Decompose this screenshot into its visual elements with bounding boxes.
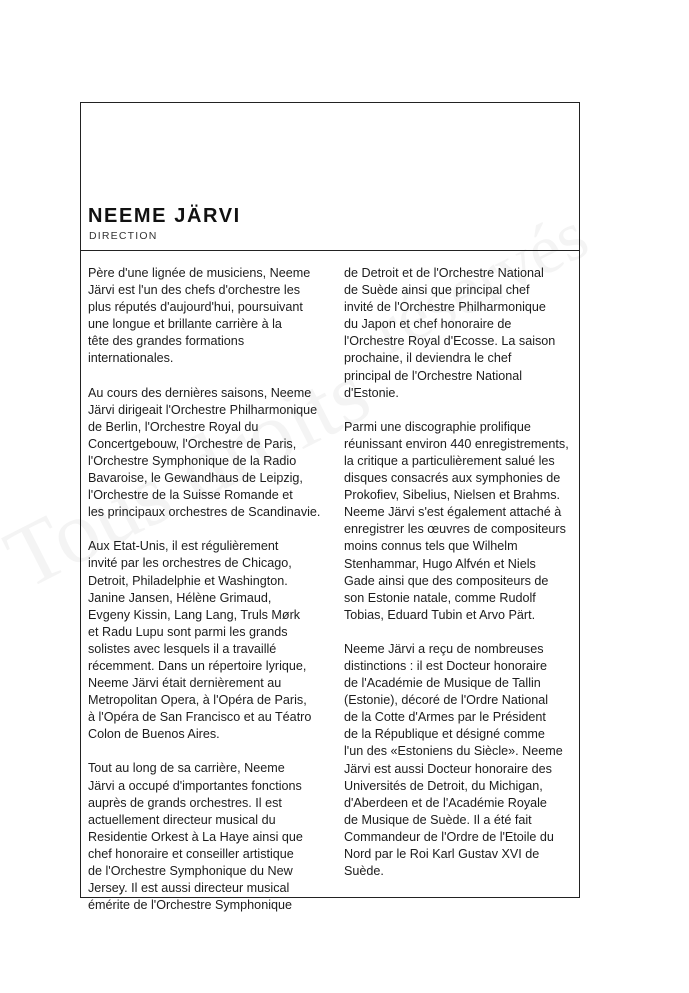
biography-frame	[80, 102, 580, 913]
paragraph: Parmi une discographie prolifique réunissant environ 440 enregistrements, la critique a particulièrement salué les disques consacrés aux symphonies de Prokofiev, Sibelius, Nielsen et Brahms. Neeme Järvi s'est également attaché à enregistrer les œuvres de compositeurs moins connus tels que Wilhelm Stenhammar, Hugo Alfvén et Niels Gade ainsi que des compositeurs de son Estonie natale, comme Rudolf Tobias, Eduard Tubin et Arvo Pärt.	[344, 419, 569, 622]
right-column	[344, 265, 580, 897]
left-column	[88, 265, 324, 931]
paragraph: Père d'une lignée de musiciens, Neeme Järvi est l'un des chefs d'orchestre les plus réputés d'aujourd'hui, poursuivant une longue et brillante carrière à la tête des grandes formations internationales.	[88, 266, 311, 366]
artist-role: DIRECTION	[89, 230, 158, 242]
artist-name: NEEME JÄRVI	[88, 205, 241, 227]
paragraph: Aux Etat-Unis, il est régulièrement invité par les orchestres de Chicago, Detroit, Philadelphie et Washington. Janine Jansen, Hélène Grimaud, Evgeny Kissin, Lang Lang, Truls Mørk et Radu Lupu sont parmi les grands solistes avec lesquels il a travaillé récemment. Dans un répertoire lyrique, Neeme Järvi était dernièrement au Metropolitan Opera, à l'Opéra de Paris, à l'Opéra de San Francisco et au Téatro Colon de Buenos Aires.	[88, 539, 312, 742]
paragraph: Au cours des dernières saisons, Neeme Järvi dirigeait l'Orchestre Philharmonique de Berlin, l'Orchestre Royal du Concertgebouw, l'Orchestre de Paris, l'Orchestre Symphonique de la Radio Bavaroise, le Gewandhaus de Leipzig, l'Orchestre de la Suisse Romande et les principaux orchestres de Scandinavie.	[88, 385, 321, 520]
paragraph: Tout au long de sa carrière, Neeme Järvi a occupé d'importantes fonctions auprès de grands orchestres. Il est actuellement directeur musical du Residentie Orkest à La Haye ainsi que chef honoraire et conseiller artistique de l'Orchestre Symphonique du New Jersey. Il est aussi directeur musical émérite de l'Orchestre Symphonique	[88, 761, 303, 913]
paragraph: Neeme Järvi a reçu de nombreuses distinctions : il est Docteur honoraire de l'Académie de Musique de Tallin (Estonie), décoré de l'Ordre National de la Cotte d'Armes par le Président de la République et désigné comme l'un des «Estoniens du Siècle». Neeme Järvi est aussi Docteur honoraire des Universités de Detroit, du Michigan, d'Aberdeen et de l'Académie Royale de Musique de Suède. Il a été fait Commandeur de l'Ordre de l'Etoile du Nord par le Roi Karl Gustav XVI de Suède.	[344, 641, 563, 879]
header-block	[81, 103, 579, 251]
paragraph: de Detroit et de l'Orchestre National de Suède ainsi que principal chef invité de l'Orchestre Philharmonique du Japon et chef honoraire de l'Orchestre Royal d'Ecosse. La saison prochaine, il deviendra le chef principal de l'Orchestre National d'Estonie.	[344, 266, 556, 400]
